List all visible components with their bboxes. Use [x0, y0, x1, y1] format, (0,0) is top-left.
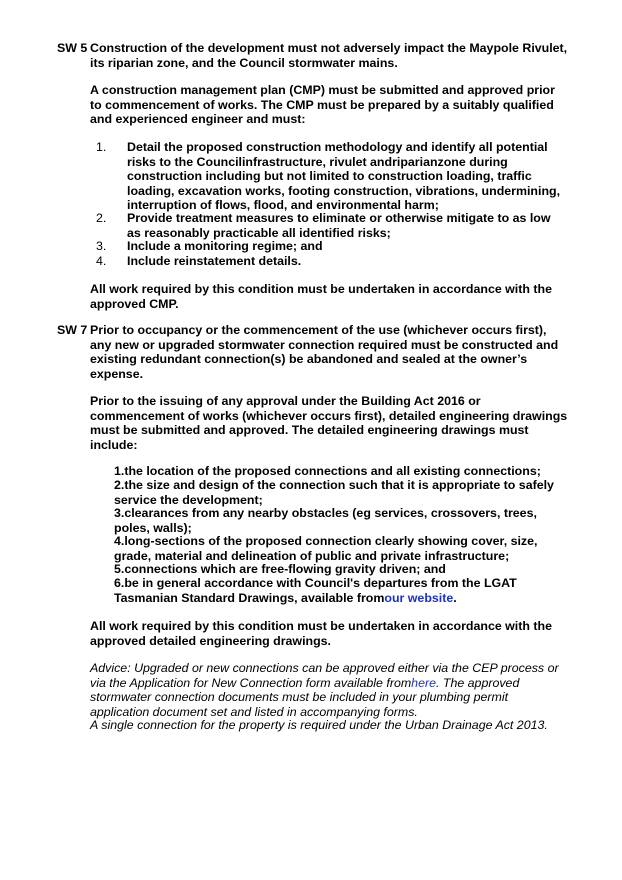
here-link[interactable]: here [411, 675, 436, 690]
sw5-intro: A construction management plan (CMP) must be submitted and approved prior to commencement of works. The CMP must be prepared by a suitably qualified and experienced engineer and must: [90, 83, 555, 126]
advice-text-end: . The approved stormwater connection documents must be included in your plumbing permit application document set and listed in accompanying forms. [90, 675, 520, 719]
sw5-heading: Construction of the development must not adversely impact the Maypole Rivulet, its riparian zone, and the Council stormwater mains. [90, 41, 568, 70]
sw7-item-6-text: 6.be in general accordance with Council's departures from the LGAT Tasmanian Standard Drawings, available from [114, 576, 517, 605]
sw7-item-5: 5.connections which are free-flowing gravity driven; and [114, 562, 446, 576]
sw5-item-1: Detail the proposed construction methodology and identify all potential risks to the Councilinfrastructure, rivulet andriparianzone during construction including but not limited to construction loading, traffic loading, excavation works, footing construction, vibrations, undermining, interruption of flows, flood, and environmental harm; [127, 140, 561, 212]
sw5-item-1-number: 1. [96, 140, 107, 154]
advice-text-start: Advice: Upgraded or new connections can be approved either via the CEP process or via the Application for New Connection form available from [90, 661, 559, 690]
sw5-item-2-number: 2. [96, 211, 107, 225]
sw7-closing: All work required by this condition must be undertaken in accordance with the approved detailed engineering drawings. [90, 619, 552, 648]
sw7-advice-line-2: A single connection for the property is required under the Urban Drainage Act 2013. [90, 718, 548, 732]
sw7-item-4: 4.long-sections of the proposed connection clearly showing cover, size, grade, material and delineation of public and private infrastructure; [114, 534, 538, 563]
sw7-item-2: 2.the size and design of the connection such that it is appropriate to safely service the development; [114, 478, 554, 507]
sw5-item-4: Include reinstatement details. [127, 254, 302, 268]
sw5-item-2: Provide treatment measures to eliminate or otherwise mitigate to as low as reasonably practicable all identified risks; [127, 211, 551, 240]
sw7-item-6-end: . [453, 590, 457, 605]
sw7-heading: Prior to occupancy or the commencement of the use (whichever occurs first), any new or upgraded stormwater connection required must be constructed and existing redundant connection(s) be abandoned and sealed at the owner’s expense. [90, 323, 559, 381]
sw7-intro: Prior to the issuing of any approval under the Building Act 2016 or commencement of works (whichever occurs first), detailed engineering drawings must be submitted and approved. The detailed engineering drawings must include: [90, 394, 568, 452]
sw7-label: SW 7 [57, 323, 88, 337]
our-website-link[interactable]: our website [384, 590, 454, 605]
sw7-item-3: 3.clearances from any nearby obstacles (eg services, crossovers, trees, poles, walls); [114, 506, 537, 535]
sw5-item-3-number: 3. [96, 239, 107, 253]
sw7-advice [90, 661, 570, 719]
sw7-item-1: 1.the location of the proposed connections and all existing connections; [114, 464, 541, 478]
sw5-item-3: Include a monitoring regime; and [127, 239, 323, 253]
sw7-item-6 [114, 576, 570, 605]
sw5-closing: All work required by this condition must be undertaken in accordance with the approved CMP. [90, 282, 552, 311]
sw5-item-4-number: 4. [96, 254, 107, 268]
sw5-label: SW 5 [57, 41, 88, 55]
